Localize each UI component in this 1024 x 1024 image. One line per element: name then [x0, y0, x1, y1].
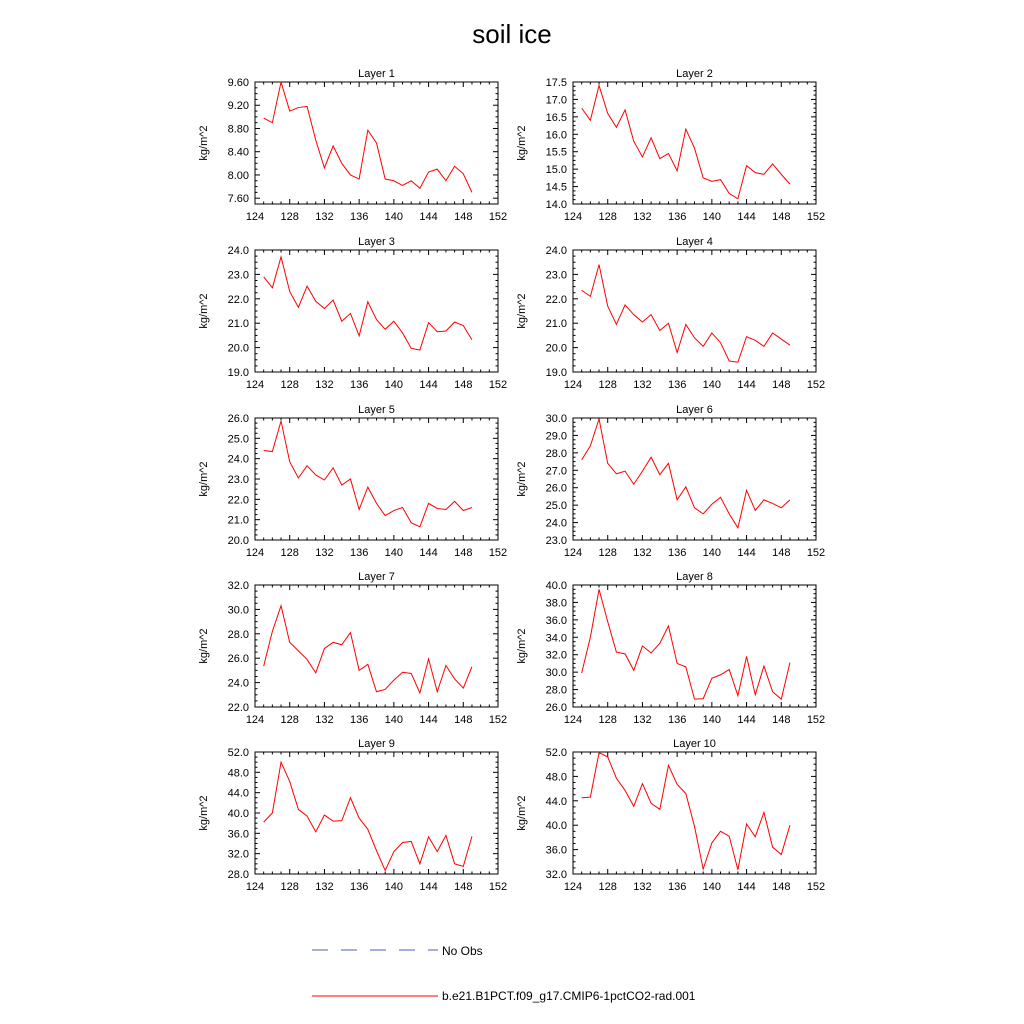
x-tick-label: 124: [563, 714, 583, 726]
x-tick-label: 124: [245, 211, 265, 223]
y-tick-label: 28.0: [545, 447, 567, 460]
y-tick-label: 21.0: [545, 318, 567, 331]
series-line: [264, 606, 472, 693]
x-tick-label: 124: [245, 379, 265, 391]
x-tick-label: 144: [737, 881, 756, 893]
series-line: [582, 753, 790, 870]
x-tick-label: 132: [315, 211, 334, 223]
x-tick-label: 140: [384, 211, 404, 223]
x-tick-label: 140: [702, 379, 722, 391]
y-tick-label: 28.0: [227, 869, 249, 881]
y-tick-label: 22.0: [545, 293, 567, 306]
panel-layer-2: [516, 68, 825, 223]
panel-layer-4: [516, 236, 825, 391]
panel-frame: [573, 585, 816, 707]
y-tick-label: 27.0: [545, 465, 567, 478]
y-tick-label: 22.0: [227, 494, 249, 507]
y-tick-label: 36.0: [545, 614, 567, 627]
x-tick-label: 136: [349, 714, 369, 726]
y-tick-label: 22.0: [227, 702, 249, 714]
panel-title: Layer 8: [676, 571, 713, 583]
x-tick-label: 132: [633, 547, 652, 559]
x-tick-label: 144: [419, 881, 438, 893]
y-tick-label: 32.0: [227, 848, 249, 861]
y-tick-label: 26.0: [545, 482, 567, 495]
legend-model-label: b.e21.B1PCT.f09_g17.CMIP6-1pctCO2-rad.001: [442, 989, 696, 1003]
x-tick-label: 136: [667, 714, 687, 726]
y-tick-label: 23.0: [545, 269, 567, 282]
panel-frame: [573, 418, 816, 540]
y-tick-label: 8.00: [227, 169, 249, 182]
x-tick-label: 136: [667, 881, 687, 893]
x-tick-label: 152: [488, 547, 508, 559]
y-axis-label: kg/m^2: [516, 461, 528, 497]
x-tick-label: 128: [598, 881, 617, 893]
x-tick-label: 132: [633, 379, 652, 391]
y-tick-label: 8.80: [227, 123, 249, 136]
y-tick-label: 20.0: [227, 535, 249, 547]
x-tick-label: 152: [488, 211, 508, 223]
y-tick-label: 24.0: [227, 677, 249, 690]
y-tick-label: 44.0: [227, 787, 249, 800]
panel-title: Layer 6: [676, 404, 713, 416]
y-tick-label: 25.0: [545, 500, 567, 513]
y-axis-label: kg/m^2: [198, 125, 210, 161]
panel-frame: [573, 250, 816, 372]
x-tick-label: 132: [633, 881, 652, 893]
y-tick-label: 26.0: [227, 413, 249, 425]
panel-layer-6: [516, 404, 825, 559]
y-tick-label: 34.0: [545, 632, 567, 645]
y-tick-label: 32.0: [545, 649, 567, 662]
y-axis-label: kg/m^2: [516, 628, 528, 664]
x-tick-label: 152: [806, 881, 826, 893]
y-axis-label: kg/m^2: [198, 461, 210, 497]
series-line: [264, 257, 472, 350]
y-tick-label: 26.0: [227, 653, 249, 666]
x-tick-label: 140: [384, 379, 404, 391]
y-tick-label: 36.0: [227, 828, 249, 841]
y-tick-label: 23.0: [545, 535, 567, 547]
x-tick-label: 152: [488, 379, 508, 391]
x-tick-label: 148: [454, 714, 473, 726]
y-tick-label: 23.0: [227, 269, 249, 282]
panel-title: Layer 4: [676, 236, 713, 248]
y-tick-label: 15.5: [545, 146, 567, 159]
x-tick-label: 128: [280, 881, 299, 893]
y-tick-label: 19.0: [545, 367, 567, 379]
x-tick-label: 144: [737, 547, 756, 559]
x-tick-label: 124: [563, 547, 583, 559]
y-axis-label: kg/m^2: [198, 293, 210, 329]
panel-frame: [255, 418, 498, 540]
x-tick-label: 132: [315, 714, 334, 726]
x-tick-label: 152: [806, 211, 826, 223]
panel-title: Layer 2: [676, 68, 713, 80]
legend: [312, 944, 696, 1003]
x-tick-label: 128: [598, 379, 617, 391]
x-tick-label: 132: [315, 881, 334, 893]
x-tick-label: 148: [772, 714, 791, 726]
y-tick-label: 48.0: [545, 771, 567, 784]
x-tick-label: 144: [419, 547, 438, 559]
x-tick-label: 152: [488, 714, 508, 726]
y-tick-label: 8.40: [227, 146, 249, 159]
y-tick-label: 24.0: [545, 245, 567, 257]
panel-frame: [255, 752, 498, 874]
y-tick-label: 16.5: [545, 111, 567, 124]
x-tick-label: 144: [419, 211, 438, 223]
y-tick-label: 26.0: [545, 702, 567, 714]
series-line: [264, 421, 472, 527]
y-tick-label: 28.0: [545, 684, 567, 697]
y-tick-label: 40.0: [545, 820, 567, 833]
y-axis-label: kg/m^2: [516, 795, 528, 831]
y-tick-label: 24.0: [227, 245, 249, 257]
panel-title: Layer 5: [358, 404, 395, 416]
panel-frame: [573, 752, 816, 874]
y-tick-label: 30.0: [227, 604, 249, 617]
x-tick-label: 152: [488, 881, 508, 893]
y-tick-label: 36.0: [545, 844, 567, 857]
x-tick-label: 148: [454, 881, 473, 893]
panel-frame: [573, 82, 816, 204]
panels-grid: [198, 68, 825, 893]
y-tick-label: 14.5: [545, 181, 567, 194]
x-tick-label: 148: [454, 379, 473, 391]
legend-obs-label: No Obs: [442, 944, 483, 958]
x-tick-label: 140: [702, 714, 722, 726]
x-tick-label: 140: [702, 547, 722, 559]
x-tick-label: 124: [563, 211, 583, 223]
panel-title: Layer 7: [358, 571, 395, 583]
y-tick-label: 32.0: [227, 580, 249, 592]
x-tick-label: 128: [280, 211, 299, 223]
y-tick-label: 20.0: [545, 342, 567, 355]
x-tick-label: 128: [280, 714, 299, 726]
y-tick-label: 38.0: [545, 597, 567, 610]
y-tick-label: 17.5: [545, 77, 567, 89]
y-tick-label: 21.0: [227, 318, 249, 331]
y-tick-label: 29.0: [545, 430, 567, 443]
x-tick-label: 152: [806, 379, 826, 391]
series-line: [264, 82, 472, 192]
x-tick-label: 132: [315, 547, 334, 559]
x-tick-label: 148: [772, 379, 791, 391]
x-tick-label: 132: [315, 379, 334, 391]
y-tick-label: 16.0: [545, 129, 567, 142]
y-tick-label: 28.0: [227, 628, 249, 641]
x-tick-label: 128: [598, 211, 617, 223]
series-line: [582, 589, 790, 699]
y-axis-label: kg/m^2: [198, 628, 210, 664]
x-tick-label: 136: [667, 379, 687, 391]
y-axis-label: kg/m^2: [516, 293, 528, 329]
panel-layer-1: [198, 68, 507, 223]
x-tick-label: 132: [633, 714, 652, 726]
y-tick-label: 24.0: [227, 453, 249, 466]
y-tick-label: 44.0: [545, 795, 567, 808]
x-tick-label: 148: [772, 211, 791, 223]
x-tick-label: 128: [598, 714, 617, 726]
x-tick-label: 140: [702, 211, 722, 223]
panel-title: Layer 3: [358, 236, 395, 248]
y-tick-label: 20.0: [227, 342, 249, 355]
panel-frame: [255, 585, 498, 707]
y-tick-label: 19.0: [227, 367, 249, 379]
series-line: [582, 265, 790, 363]
y-tick-label: 17.0: [545, 94, 567, 107]
x-tick-label: 128: [280, 379, 299, 391]
x-tick-label: 148: [772, 881, 791, 893]
x-tick-label: 136: [349, 881, 369, 893]
x-tick-label: 136: [349, 379, 369, 391]
x-tick-label: 148: [454, 211, 473, 223]
x-tick-label: 148: [772, 547, 791, 559]
series-line: [582, 85, 790, 198]
panel-layer-10: [516, 738, 825, 893]
x-tick-label: 144: [737, 379, 756, 391]
x-tick-label: 136: [667, 547, 687, 559]
x-tick-label: 140: [384, 881, 404, 893]
y-axis-label: kg/m^2: [516, 125, 528, 161]
y-tick-label: 15.0: [545, 164, 567, 177]
panel-title: Layer 10: [673, 738, 716, 750]
y-tick-label: 9.20: [227, 100, 249, 113]
x-tick-label: 128: [280, 547, 299, 559]
y-tick-label: 25.0: [227, 433, 249, 446]
x-tick-label: 124: [563, 379, 583, 391]
y-tick-label: 23.0: [227, 474, 249, 486]
x-tick-label: 152: [806, 714, 826, 726]
y-tick-label: 30.0: [545, 667, 567, 680]
x-tick-label: 132: [633, 211, 652, 223]
y-tick-label: 9.60: [227, 77, 249, 89]
x-tick-label: 140: [384, 714, 404, 726]
x-tick-label: 148: [454, 547, 473, 559]
x-tick-label: 144: [419, 714, 438, 726]
panel-title: Layer 9: [358, 738, 395, 750]
panel-layer-7: [198, 571, 507, 726]
y-tick-label: 24.0: [545, 517, 567, 530]
panel-layer-3: [198, 236, 507, 391]
y-tick-label: 7.60: [227, 193, 249, 206]
y-tick-label: 48.0: [227, 767, 249, 780]
x-tick-label: 124: [245, 714, 265, 726]
panel-layer-9: [198, 738, 507, 893]
panel-title: Layer 1: [358, 68, 395, 80]
y-tick-label: 52.0: [545, 747, 567, 759]
y-tick-label: 40.0: [545, 580, 567, 592]
y-tick-label: 14.0: [545, 199, 567, 211]
x-tick-label: 140: [384, 547, 404, 559]
x-tick-label: 136: [349, 211, 369, 223]
y-tick-label: 22.0: [227, 293, 249, 306]
x-tick-label: 144: [419, 379, 438, 391]
x-tick-label: 136: [349, 547, 369, 559]
panel-layer-8: [516, 571, 825, 726]
x-tick-label: 152: [806, 547, 826, 559]
x-tick-label: 144: [737, 211, 756, 223]
x-tick-label: 124: [563, 881, 583, 893]
y-tick-label: 30.0: [545, 413, 567, 425]
x-tick-label: 140: [702, 881, 722, 893]
panel-layer-5: [198, 404, 507, 559]
y-tick-label: 52.0: [227, 747, 249, 759]
series-line: [264, 762, 472, 870]
y-axis-label: kg/m^2: [198, 795, 210, 831]
figure-title: soil ice: [472, 19, 552, 49]
y-tick-label: 40.0: [227, 808, 249, 820]
y-tick-label: 21.0: [227, 514, 249, 527]
panel-frame: [255, 250, 498, 372]
x-tick-label: 144: [737, 714, 756, 726]
y-tick-label: 32.0: [545, 869, 567, 881]
x-tick-label: 124: [245, 547, 265, 559]
x-tick-label: 128: [598, 547, 617, 559]
series-line: [582, 419, 790, 528]
x-tick-label: 136: [667, 211, 687, 223]
x-tick-label: 124: [245, 881, 265, 893]
